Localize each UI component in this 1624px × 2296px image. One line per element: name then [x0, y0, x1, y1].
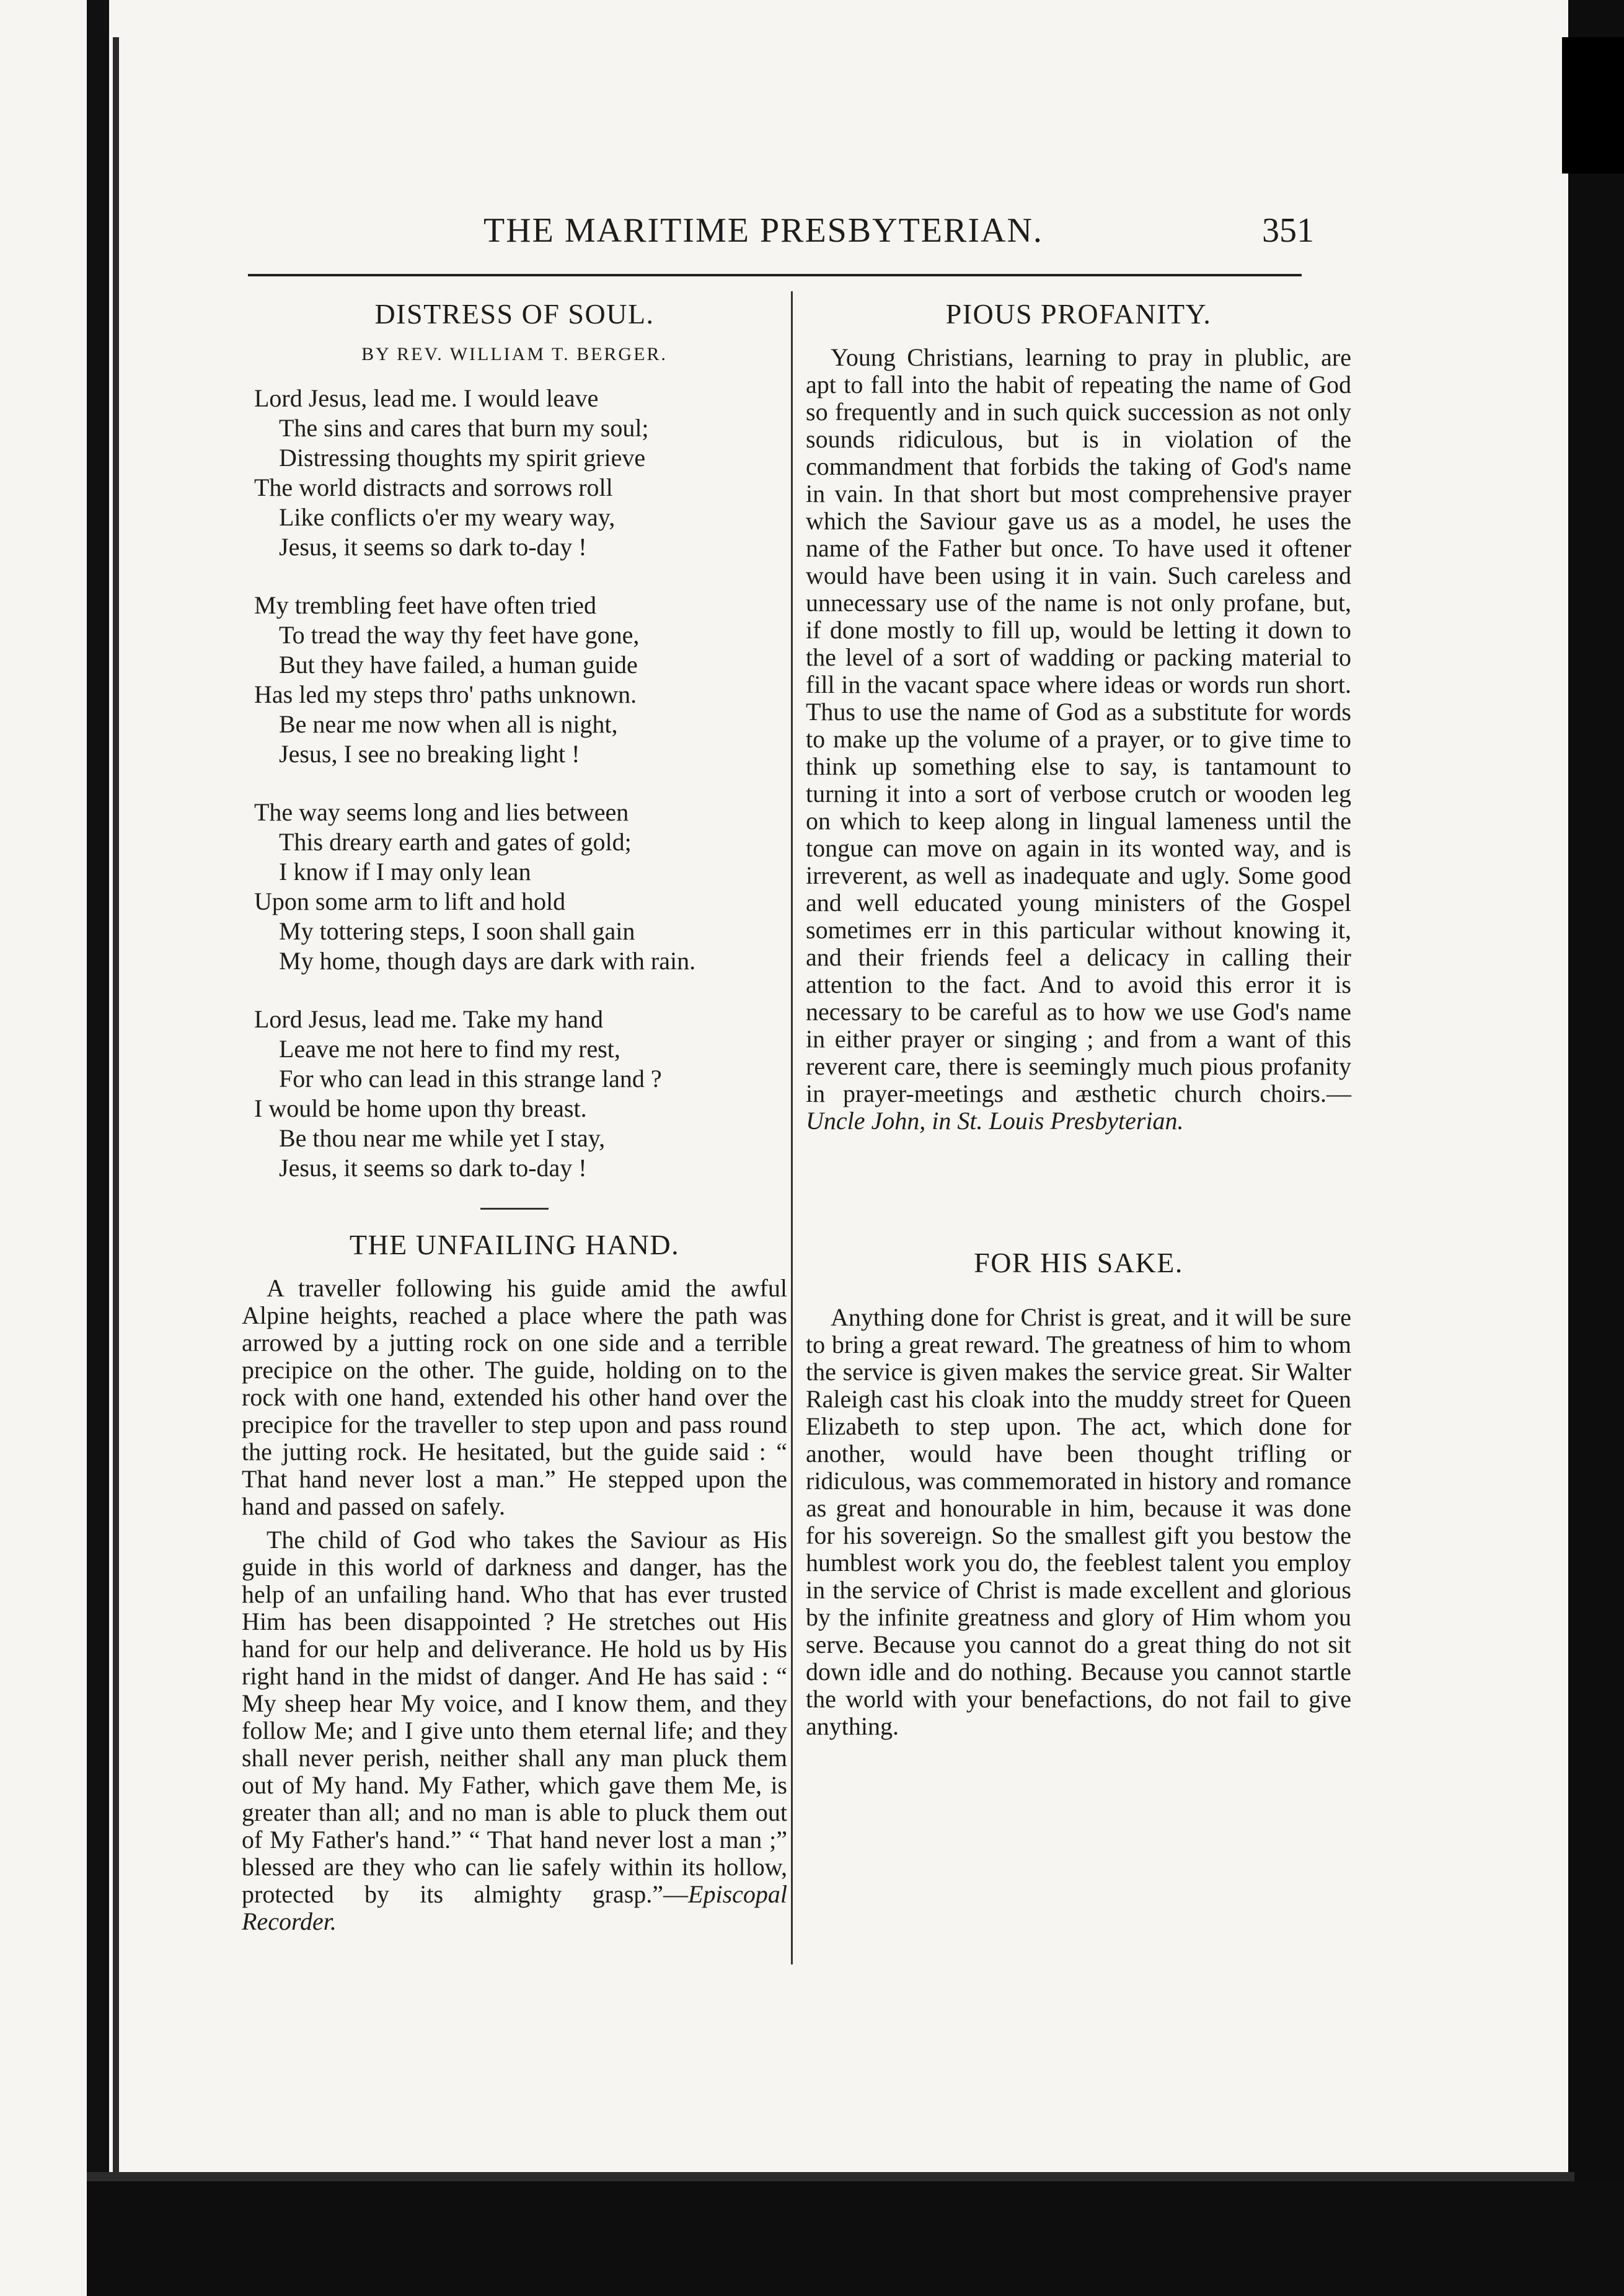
poem-line: The sins and cares that burn my soul;	[279, 414, 649, 442]
poem-line: Jesus, it seems so dark to-day !	[279, 1154, 587, 1182]
poem-line: Upon some arm to lift and hold	[254, 887, 566, 915]
article-paragraph: Anything done for Christ is great, and it will be sure to bring a great reward. The greatness of him to whom the service is given makes the service great. Sir Walter Raleigh cast his cloak into the muddy street for Queen Elizabeth to step upon. The act, which done for another, would have been thought trifling or ridiculous, was commemorated in history and romance as great and honourable in him, because it was done for his sovereign. So the smallest gift you bestow the humblest work you do, the feeblest talent you employ in the service of Christ is made excellent and glorious by the infinite greatness and glory of Him whom you serve. Because you cannot do a great thing do not sit down idle and do nothing. Because you cannot startle the world with your benefactions, do not fail to give anything.	[806, 1303, 1351, 1740]
scan-border-right	[1568, 0, 1624, 2296]
article-source: Uncle John, in St. Louis Presbyterian.	[806, 1107, 1184, 1135]
poem-line: Be thou near me while yet I stay,	[279, 1124, 606, 1152]
poem-title: DISTRESS OF SOUL.	[374, 298, 655, 330]
poem-byline: BY REV. WILLIAM T. BERGER.	[361, 344, 668, 364]
poem-line: Lord Jesus, lead me. I would leave	[254, 384, 599, 412]
poem-line: This dreary earth and gates of gold;	[279, 828, 632, 856]
section-divider	[480, 1208, 549, 1210]
poem-line: My trembling feet have often tried	[254, 591, 597, 619]
page-number: 351	[1262, 211, 1314, 250]
left-column	[242, 297, 787, 1942]
poem-line: My tottering steps, I soon shall gain	[279, 917, 635, 945]
paragraph-text: The child of God who takes the Saviour as His guide in this world of darkness and danger, has the help of an unfailing hand. Who that has ever trusted Him has been disappointed ? He stretches out His hand for our help and deliverance. He hold us by His right hand in the midst of danger. And He has said : “ My sheep hear My voice, and I know them, and they follow Me; and I give unto them eternal life; and they shall never perish, neither shall any man pluck them out of My hand. My Father, which gave them Me, is greater than all; and no man is able to pluck them out of My Father's hand.” “ That hand never lost a man ;” blessed are they who can lie safely within its hollow, protected by its almighty grasp.”—	[242, 1526, 787, 1908]
paragraph-text: Young Christians, learning to pray in plublic, are apt to fall into the habit of repeating the name of God so frequently and in such quick succession as not only sounds ridiculous, but is in violation of the commandment that forbids the taking of God's name in vain. In that short but most comprehensive prayer which the Saviour gave us as a model, he uses the name of the Father but once. To have used it oftener would have been using it in vain. Such careless and unnecessary use of the name is not only profane, but, if done mostly to fill up, would be letting it down to the level of a sort of wadding or packing material to fill in the vacant space where ideas or words run short. Thus to use the name of God as a substitute for words to make up the volume of a prayer, or to give time to think up something else to say, is tantamount to turning it into a sort of verbose crutch or wooden leg on which to keep along in lingual lameness until the tongue can move on again in its wonted way, and is irreverent, as well as inadequate and ugly. Some good and well educated young ministers of the Gospel sometimes err in this particular without knowing it, and their friends feel a delicacy in calling their attention to the fact. And to avoid this error it is necessary to be careful as to how we use God's name in either prayer or singing ; and from a want of this reverent care, there is seemingly much pious profanity in prayer-meetings and æsthetic church choirs.—	[806, 343, 1351, 1107]
poem-line: To tread the way thy feet have gone,	[279, 621, 640, 649]
poem-line: Has led my steps thro' paths unknown.	[254, 680, 637, 708]
poem-line: I know if I may only lean	[279, 858, 531, 886]
article-paragraph	[242, 1526, 787, 1935]
poem-line: The world distracts and sorrows roll	[254, 473, 613, 501]
poem-line: Distressing thoughts my spirit grieve	[279, 444, 646, 472]
article-paragraph	[806, 344, 1351, 1135]
poem-line: I would be home upon thy breast.	[254, 1094, 587, 1122]
page-header	[248, 211, 1314, 266]
poem-line: Jesus, it seems so dark to-day !	[279, 533, 587, 561]
scan-border-right-top	[1562, 37, 1624, 174]
running-title: THE MARITIME PRESBYTERIAN.	[483, 211, 1043, 250]
scan-border-left-inner	[113, 37, 119, 2194]
poem-line: But they have failed, a human guide	[279, 651, 638, 679]
article-title: FOR HIS SAKE.	[974, 1247, 1183, 1278]
spacer	[806, 1141, 1351, 1246]
poem-line: The way seems long and lies between	[254, 798, 629, 826]
poem-line: Like conflicts o'er my weary way,	[279, 503, 616, 531]
poem-line: Lord Jesus, lead me. Take my hand	[254, 1005, 603, 1033]
header-rule	[248, 274, 1302, 276]
poem-stanza	[254, 798, 787, 976]
poem-stanza	[254, 1005, 787, 1183]
poem-line: Jesus, I see no breaking light !	[279, 740, 580, 768]
article-title: THE UNFAILING HAND.	[349, 1229, 680, 1260]
article-source: Episcopal Recorder.	[242, 1880, 787, 1935]
poem-line: For who can lead in this strange land ?	[279, 1065, 662, 1093]
article-paragraph: A traveller following his guide amid the awful Alpine heights, reached a place where the path was arrowed by a jutting rock on one side and a terrible precipice on the other. The guide, holding on to the rock with one hand, extended his other hand over the precipice for the traveller to step upon and pass round the jutting rock. He hesitated, but the guide said : “ That hand never lost a man.” He stepped upon the hand and passed on safely.	[242, 1274, 787, 1520]
poem-stanza	[254, 591, 787, 769]
scan-border-bottom	[87, 2181, 1624, 2296]
poem-line: My home, though days are dark with rain.	[279, 947, 696, 975]
poem-line: Be near me now when all is night,	[279, 710, 618, 738]
scan-border-left	[87, 0, 109, 2206]
article-title: PIOUS PROFANITY.	[945, 298, 1212, 330]
poem-stanza	[254, 384, 787, 562]
right-column	[806, 297, 1351, 1746]
poem-line: Leave me not here to find my rest,	[279, 1035, 620, 1063]
column-divider	[791, 291, 793, 1964]
